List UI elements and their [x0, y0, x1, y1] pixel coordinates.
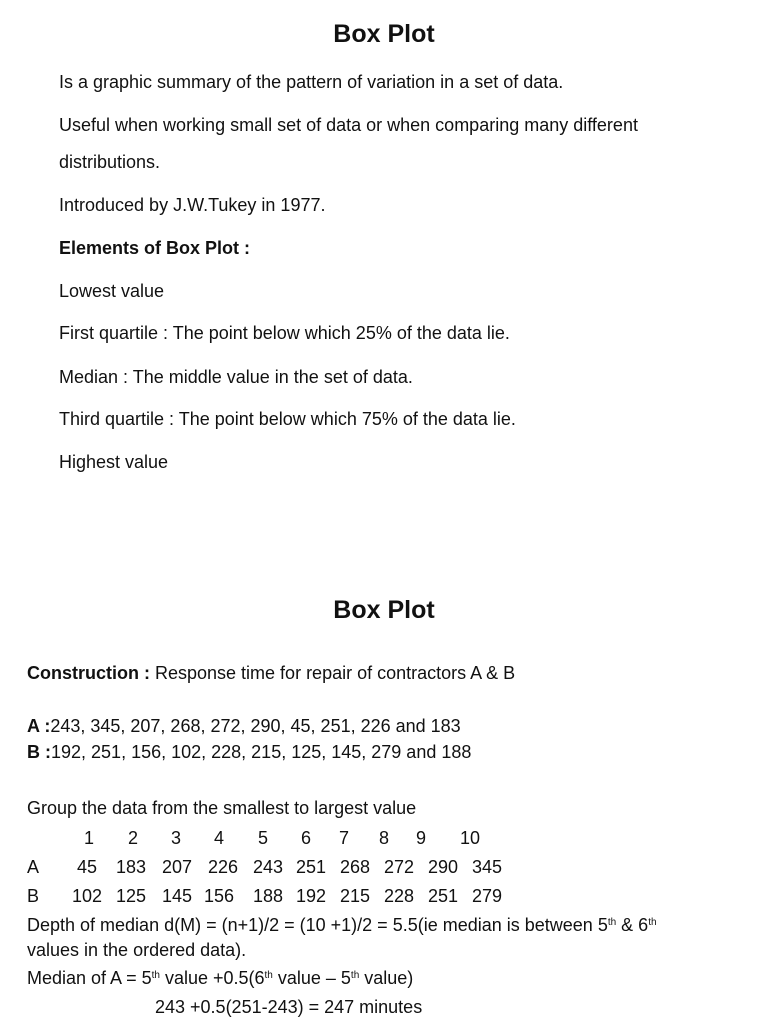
- elements-heading: Elements of Box Plot :: [59, 238, 251, 258]
- element-median: Median : The middle value in the set of data.: [59, 367, 413, 387]
- contractor-b-label: B :: [27, 742, 51, 762]
- contractor-b-values: 192, 251, 156, 102, 228, 215, 125, 145, 279 and 188: [51, 742, 472, 762]
- table-row-label-a: A: [27, 857, 40, 877]
- table-header-cell: 2: [127, 828, 138, 848]
- table-header-cell: 5: [257, 828, 268, 848]
- median-a-text-1: Median of A = 5: [27, 968, 152, 988]
- depth-sup-1: th: [607, 917, 617, 928]
- contractor-b-data: [27, 742, 471, 763]
- slide1-title: Box Plot: [333, 20, 435, 48]
- table-cell: 102: [71, 886, 103, 906]
- table-row-label-b: B: [27, 886, 40, 906]
- table-header-cell: 3: [170, 828, 181, 848]
- table-header-cell: 10: [459, 828, 481, 848]
- construction-label: Construction :: [27, 663, 150, 683]
- table-cell: 192: [295, 886, 327, 906]
- element-first-quartile: First quartile : The point below which 25% of the data lie.: [59, 323, 510, 343]
- contractor-a-values: 243, 345, 207, 268, 272, 290, 45, 251, 226 and 183: [50, 716, 461, 736]
- table-header-cell: 7: [338, 828, 349, 848]
- construction-line: [27, 663, 515, 684]
- table-header-cell: 1: [83, 828, 94, 848]
- table-header-cell: 6: [300, 828, 311, 848]
- table-cell: 279: [471, 886, 503, 906]
- table-cell: 125: [115, 886, 147, 906]
- construction-text: Response time for repair of contractors A & B: [150, 663, 516, 683]
- median-a-text-3: value – 5: [272, 968, 351, 988]
- median-a-line: [27, 968, 413, 989]
- table-header-cell: 8: [378, 828, 389, 848]
- table-cell: 228: [383, 886, 415, 906]
- table-header-cell: 9: [415, 828, 426, 848]
- table-cell: 272: [383, 857, 415, 877]
- median-a-text-4: value): [359, 968, 414, 988]
- table-cell: 215: [339, 886, 371, 906]
- table-cell: 188: [252, 886, 284, 906]
- table-cell: 243: [252, 857, 284, 877]
- median-a-sup-1: th: [151, 970, 160, 981]
- usage-line: Useful when working small set of data or when comparing many different: [59, 115, 638, 135]
- usage-line-cont: distributions.: [59, 152, 161, 172]
- slide2-title: Box Plot: [333, 596, 435, 624]
- median-a-sup-3: th: [350, 970, 360, 981]
- median-a-sup-2: th: [264, 970, 273, 981]
- element-lowest: Lowest value: [59, 281, 165, 301]
- table-cell: 290: [427, 857, 459, 877]
- table-cell: 345: [471, 857, 503, 877]
- table-cell: 251: [295, 857, 327, 877]
- introduced-line: Introduced by J.W.Tukey in 1977.: [59, 195, 326, 215]
- depth-text-2: & 6: [616, 915, 649, 935]
- depth-of-median-line-cont: values in the ordered data).: [27, 940, 247, 960]
- table-cell: 251: [427, 886, 459, 906]
- median-a-text-2: value +0.5(6: [159, 968, 265, 988]
- group-instruction: Group the data from the smallest to largest value: [27, 798, 417, 818]
- contractor-a-data: [27, 716, 461, 737]
- depth-of-median-line: [27, 915, 657, 936]
- table-cell: 207: [161, 857, 193, 877]
- median-a-calculation: 243 +0.5(251-243) = 247 minutes: [155, 997, 423, 1017]
- definition-line: Is a graphic summary of the pattern of variation in a set of data.: [59, 72, 564, 92]
- table-cell: 226: [207, 857, 239, 877]
- contractor-a-label: A :: [27, 716, 51, 736]
- element-third-quartile: Third quartile : The point below which 75% of the data lie.: [59, 409, 516, 429]
- table-cell: 45: [76, 857, 98, 877]
- table-cell: 156: [203, 886, 235, 906]
- table-header-cell: 4: [213, 828, 224, 848]
- depth-text-1: Depth of median d(M) = (n+1)/2 = (10 +1)/2 = 5.5(ie median is between 5: [27, 915, 608, 935]
- table-cell: 145: [161, 886, 193, 906]
- table-cell: 183: [115, 857, 147, 877]
- depth-sup-2: th: [648, 917, 657, 928]
- element-highest: Highest value: [59, 452, 169, 472]
- table-cell: 268: [339, 857, 371, 877]
